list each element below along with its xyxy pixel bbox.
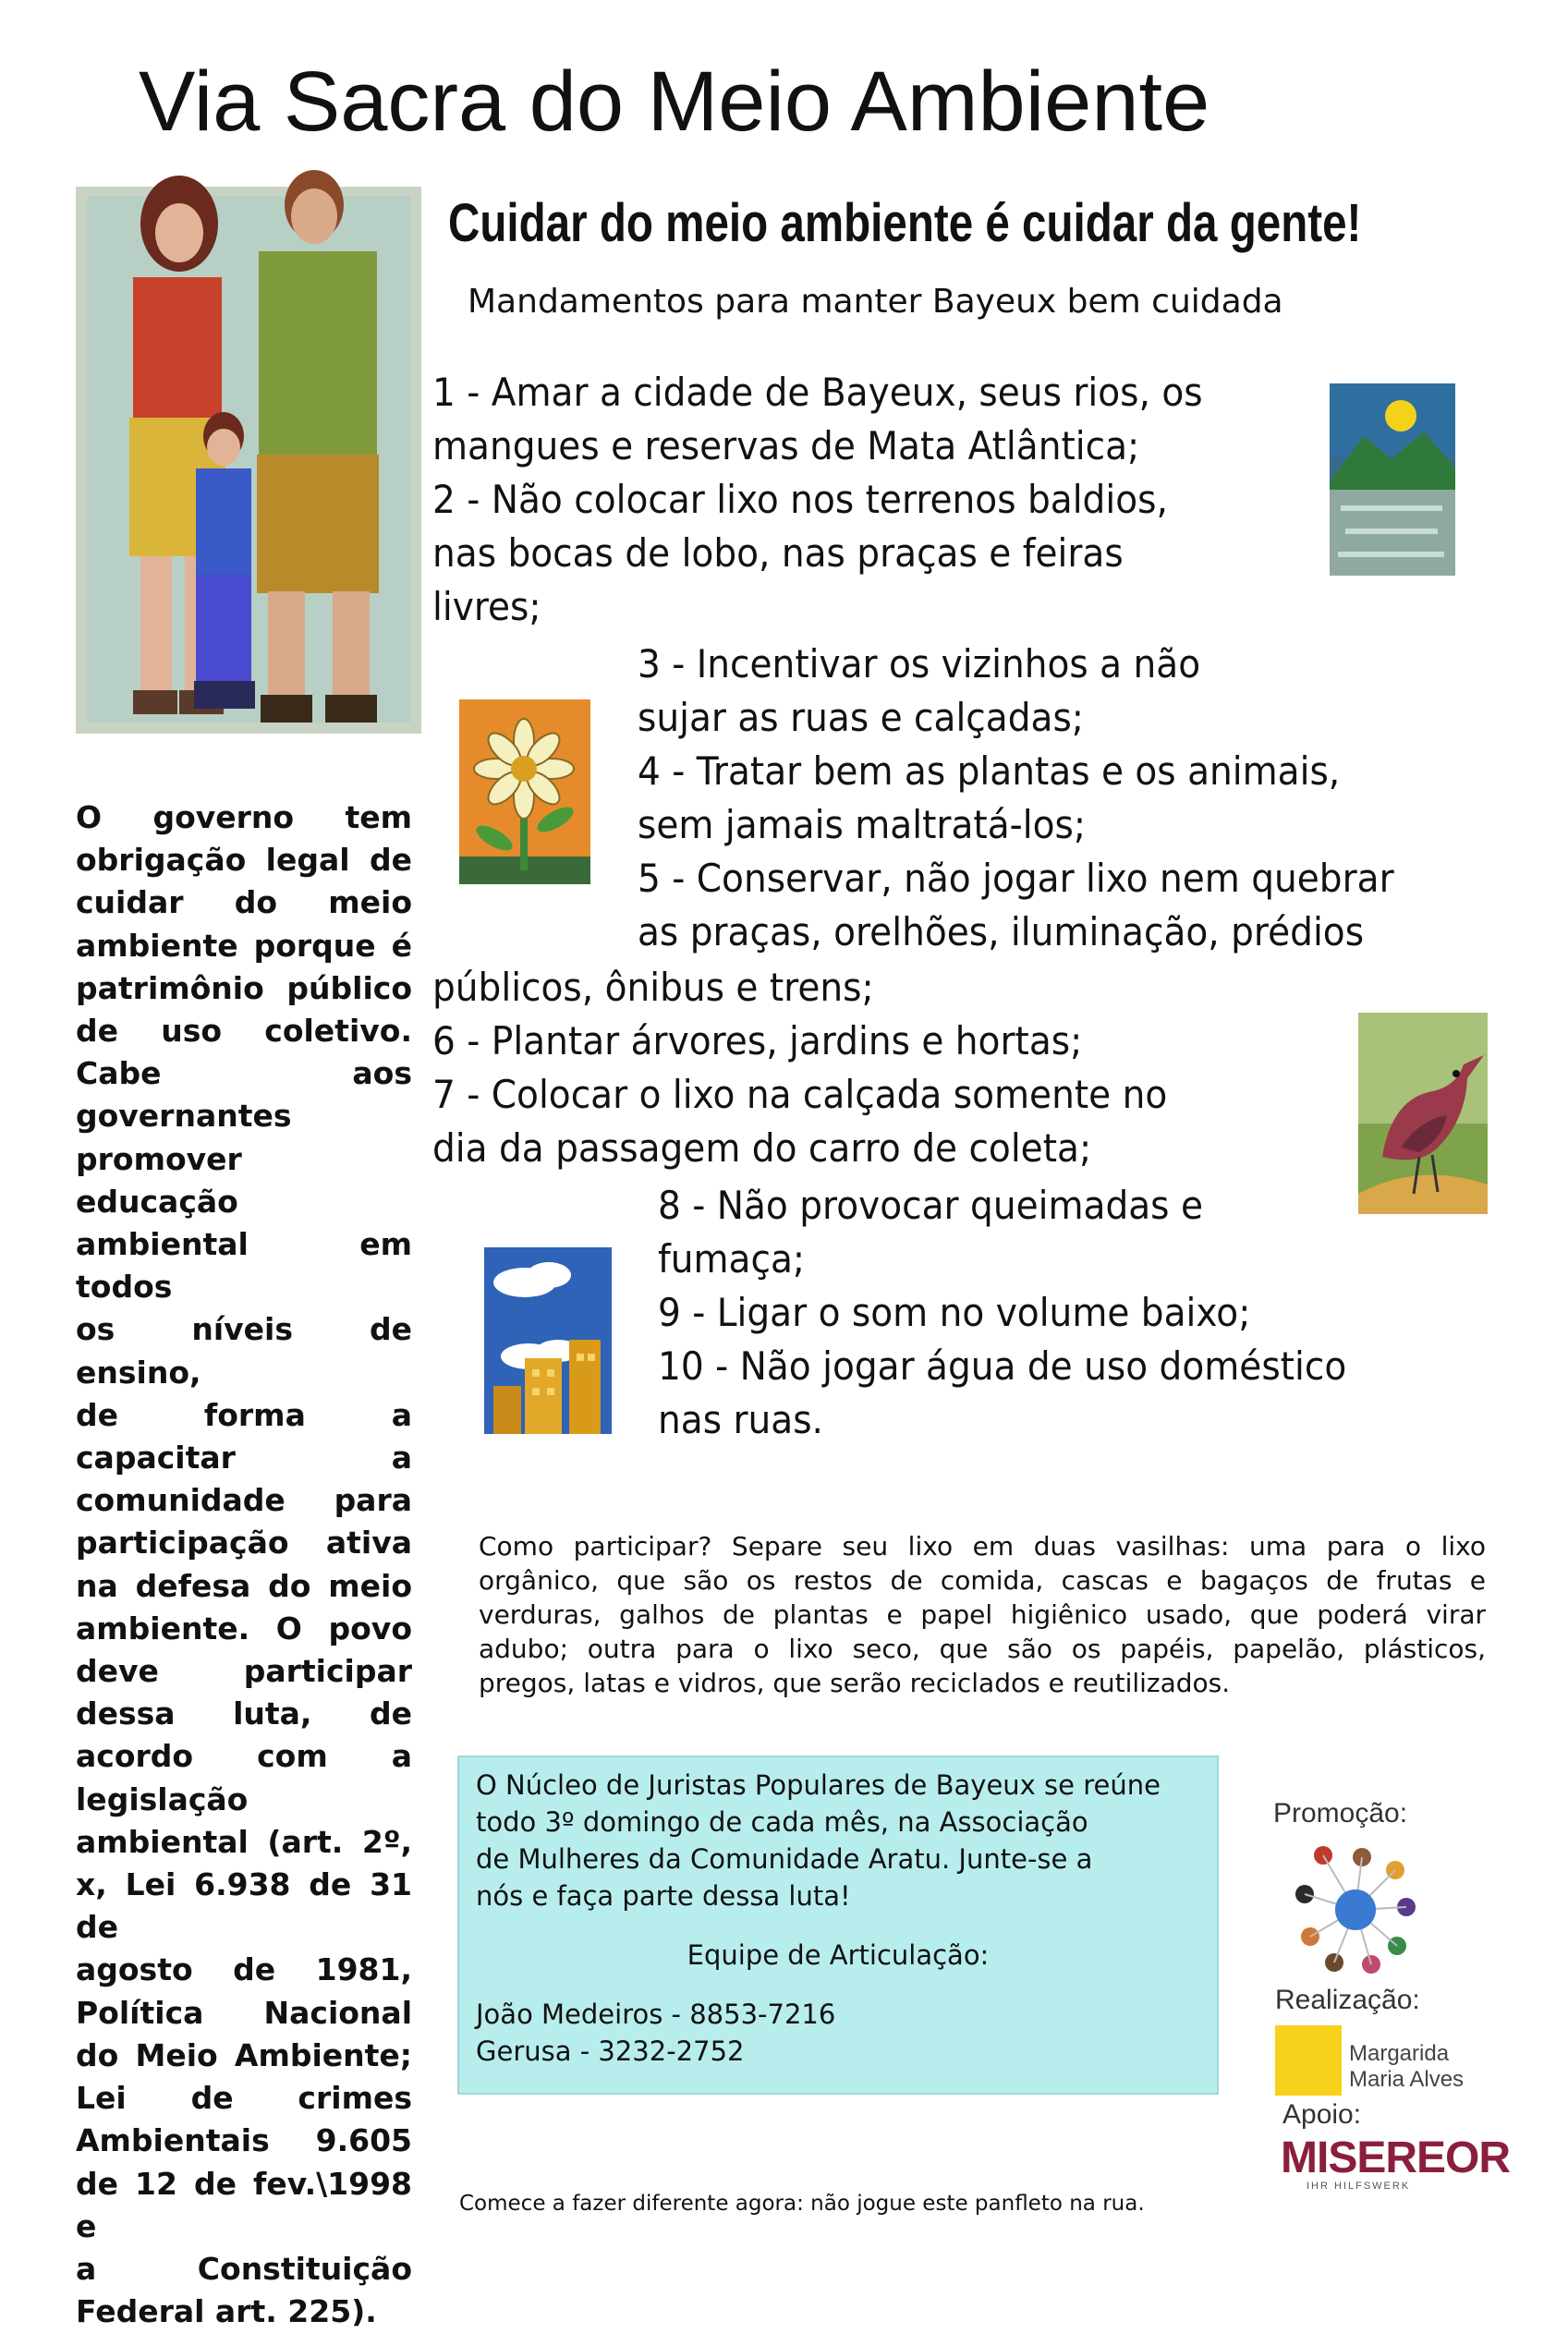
how-to-participate-text	[479, 1529, 1486, 1700]
text-line: todo 3º domingo de cada mês, na Associação	[476, 1806, 1088, 1838]
text-line: pregos, latas e vidros, que serão reciclados e reutilizados.	[479, 1668, 1231, 1698]
text-line: x, Lei 6.938 de 31 de	[76, 1866, 412, 1946]
text-line: Federal art. 225).	[76, 2293, 377, 2330]
team-title: Equipe de Articulação:	[687, 1939, 990, 1971]
commandment-line: 9 - Ligar o som no volume baixo;	[658, 1290, 1251, 1335]
government-obligation-text	[76, 796, 412, 2333]
nucleo-info-box	[457, 1756, 1219, 2095]
contact-line: Gerusa - 3232-2752	[476, 2035, 745, 2067]
text-line: O governo tem	[76, 799, 412, 835]
slogan: Cuidar do meio ambiente é cuidar da gente!	[448, 193, 1362, 253]
commandment-line: 6 - Plantar árvores, jardins e hortas;	[432, 1018, 1083, 1063]
text-line: legislação	[76, 1780, 249, 1817]
commandment-line: nas ruas.	[658, 1397, 823, 1442]
text-line: ambiental em todos	[76, 1226, 412, 1306]
commandment-line: 2 - Não colocar lixo nos terrenos baldios,	[432, 477, 1168, 522]
text-line: Como participar? Separe seu lixo em duas vasilhas: uma para o lixo	[479, 1531, 1486, 1561]
text-line: Cabe aos	[76, 1055, 412, 1092]
text-line: adubo; outra para o lixo seco, que são os papéis, papelão, plásticos,	[479, 1634, 1486, 1664]
text-line: a Constituição	[76, 2250, 412, 2287]
commandment-line: fumaça;	[658, 1236, 806, 1282]
promocao-logo	[1286, 1841, 1425, 1979]
text-line: na defesa do meio	[76, 1567, 412, 1604]
text-line: de uso coletivo.	[76, 1013, 412, 1050]
text-line: deve participar	[76, 1653, 412, 1690]
commandment-line: 10 - Não jogar água de uso doméstico	[658, 1343, 1347, 1389]
flower-illustration	[459, 699, 590, 884]
realizacao-logo-line: Maria Alves	[1349, 2067, 1465, 2092]
text-line: promover educação	[76, 1140, 242, 1220]
spacer	[476, 1974, 1200, 1996]
text-line: dessa luta, de	[76, 1695, 412, 1732]
subtitle: Mandamentos para manter Bayeux bem cuidada	[468, 283, 1283, 321]
text-line: comunidade para	[76, 1482, 412, 1519]
text-line: governantes	[76, 1098, 292, 1135]
text-line: Política Nacional	[76, 1994, 412, 2031]
commandment-line: dia da passagem do carro de coleta;	[432, 1125, 1092, 1171]
realizacao-logo	[1275, 2025, 1486, 2096]
realizacao-label: Realização:	[1275, 1985, 1420, 2015]
contact-line: João Medeiros - 8853-7216	[476, 1999, 836, 2030]
text-line: de forma a	[76, 1396, 412, 1433]
spacer	[476, 1914, 1200, 1937]
text-line: orgânico, que são os restos de comida, cascas e bagaços de frutas e	[479, 1565, 1486, 1596]
text-line: verduras, galhos de plantas e papel higiênico usado, que poderá virar	[479, 1599, 1486, 1630]
commandment-line: 1 - Amar a cidade de Bayeux, seus rios, os	[432, 370, 1203, 415]
text-line: obrigação legal de	[76, 842, 412, 879]
commandment-line: 5 - Conservar, não jogar lixo nem quebrar	[638, 856, 1394, 901]
text-line: os níveis de ensino,	[76, 1311, 412, 1391]
text-line: de Mulheres da Comunidade Aratu. Junte-se a	[476, 1843, 1093, 1875]
commandment-line: livres;	[432, 584, 541, 629]
text-line: patrimônio público	[76, 969, 412, 1006]
sun-landscape-illustration	[1327, 381, 1458, 578]
text-line: participação ativa	[76, 1525, 412, 1561]
commandment-line: públicos, ônibus e trens;	[432, 965, 874, 1010]
family-illustration	[76, 159, 421, 734]
commandment-line: as praças, orelhões, iluminação, prédios	[638, 909, 1365, 954]
text-line: ambiental (art. 2º,	[76, 1823, 412, 1860]
text-line: ambiente porque é	[76, 927, 412, 964]
text-line: de 12 de fev.\1998 e	[76, 2165, 412, 2244]
commandment-line: sujar as ruas e calçadas;	[638, 695, 1084, 740]
text-line: cuidar do meio	[76, 884, 412, 921]
city-clouds-illustration	[484, 1247, 612, 1434]
text-line: capacitar a	[76, 1440, 412, 1476]
commandment-line: 3 - Incentivar os vizinhos a não	[638, 641, 1201, 687]
bird-illustration	[1355, 1009, 1491, 1218]
text-line: nós e faça parte dessa luta!	[476, 1880, 851, 1912]
page-title: Via Sacra do Meio Ambiente	[139, 55, 1210, 149]
commandment-line: 8 - Não provocar queimadas e	[658, 1183, 1203, 1228]
footer-note: Comece a fazer diferente agora: não jogue este panfleto na rua.	[459, 2192, 1145, 2216]
text-line: agosto de 1981,	[76, 1951, 412, 1988]
misereor-logo: MISEREOR	[1281, 2133, 1511, 2182]
commandment-line: sem jamais maltratá-los;	[638, 802, 1086, 847]
text-line: Ambientais 9.605	[76, 2122, 412, 2159]
apoio-label: Apoio:	[1282, 2099, 1362, 2130]
commandment-line: 7 - Colocar o lixo na calçada somente no	[432, 1072, 1168, 1117]
text-line: O Núcleo de Juristas Populares de Bayeux se reúne	[476, 1769, 1161, 1801]
promocao-label: Promoção:	[1273, 1798, 1408, 1829]
commandment-line: mangues e reservas de Mata Atlântica;	[432, 423, 1140, 468]
text-line: Lei de crimes	[76, 2080, 412, 2117]
realizacao-logo-line: Margarida	[1349, 2041, 1450, 2066]
commandment-line: nas bocas de lobo, nas praças e feiras	[432, 530, 1124, 576]
text-line: ambiente. O povo	[76, 1610, 412, 1646]
text-line: do Meio Ambiente;	[76, 2036, 412, 2073]
text-line: acordo com a	[76, 1738, 412, 1775]
misereor-tagline: IHR HILFSWERK	[1307, 2181, 1411, 2192]
commandment-line: 4 - Tratar bem as plantas e os animais,	[638, 748, 1341, 794]
